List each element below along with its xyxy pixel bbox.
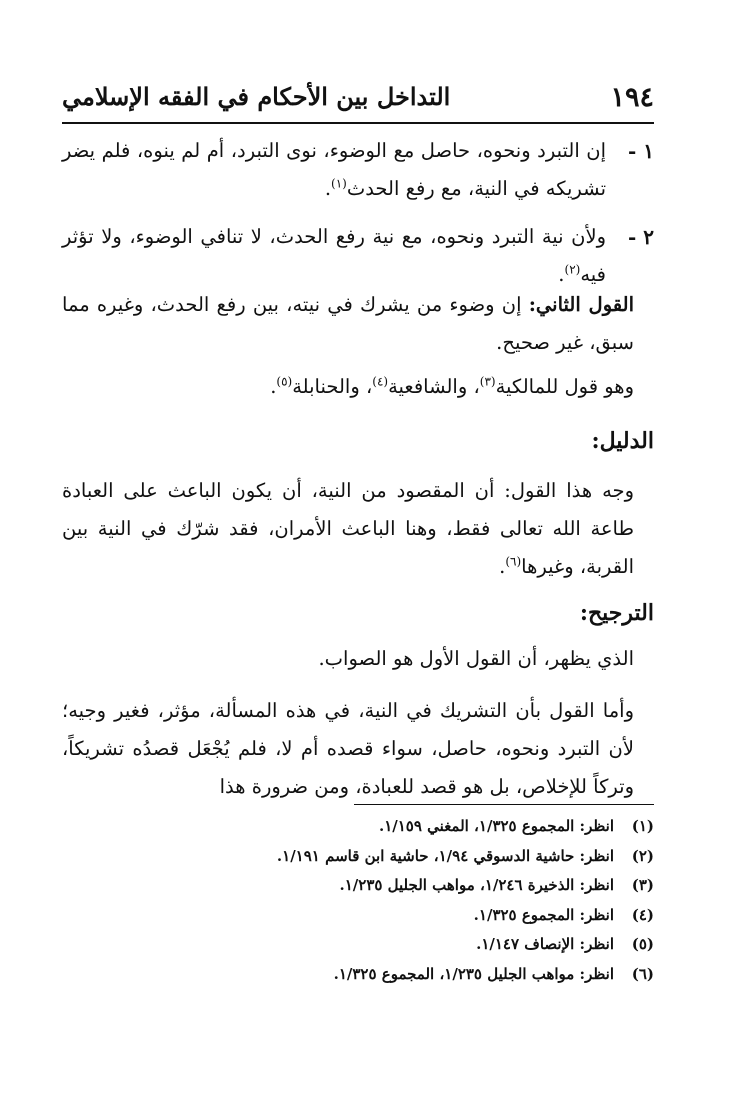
- footnote-text: انظر: المجموع ١/٣٢٥.: [473, 905, 614, 924]
- preference-paragraph: وأما القول بأن التشريك في النية، في هذه المسألة، مؤثر، فغير وجيه؛ لأن التبرد ونحوه، حاصل، سواء قصده أم لا، فلم يُجْعَل قصدُه تشريكاً، وتركاً للإخلاص، بل هو قصد للعبادة، ومن ضرورة هذا: [62, 699, 634, 798]
- evidence-text: وجه هذا القول: أن المقصود من النية، أن يكون الباعث على العبادة طاعة الله تعالى فقط، وهنا الباعث الأمران، فقد شرّك في النية بين القربة، وغيرها: [62, 479, 634, 578]
- evidence-tail: .: [499, 555, 506, 578]
- header-rule: [62, 122, 654, 124]
- second-opinion-label: القول الثاني:: [528, 293, 634, 316]
- attribution-paragraph: [62, 368, 654, 406]
- attribution-text: وهو قول للمالكية: [495, 375, 634, 398]
- attribution-text: ، والشافعية: [388, 375, 480, 398]
- footnote-text: انظر: الذخيرة ١/٢٤٦، مواهب الجليل ١/٢٣٥.: [339, 876, 614, 894]
- footnote: [62, 930, 654, 960]
- evidence-paragraph: [62, 472, 654, 586]
- list-item-tail: .: [324, 177, 332, 200]
- footnote: [62, 901, 654, 931]
- footnote: [62, 960, 654, 990]
- page-number: ١٩٤: [610, 82, 654, 113]
- list-item-number: ٢ -: [627, 225, 654, 249]
- second-opinion-paragraph: [62, 286, 654, 362]
- footnote-number: (٣): [631, 876, 654, 894]
- list-item-text: ولأن نية التبرد ونحوه، مع نية رفع الحدث، لا تنافي الوضوء، ولا تؤثر فيه: [62, 225, 606, 286]
- preference-heading: الترجيح:: [579, 600, 654, 626]
- footnote-text: انظر: حاشية الدسوقي ١/٩٤، حاشية ابن قاسم ١/١٩١.: [276, 846, 614, 865]
- footnote: [62, 842, 654, 872]
- footnote-text: انظر: الإنصاف ١/١٤٧.: [476, 935, 614, 953]
- list-item: [62, 132, 654, 208]
- footnote-number: (٢): [631, 846, 654, 865]
- footnote-text: انظر: المجموع ١/٣٢٥، المغني ١/١٥٩.: [378, 817, 614, 835]
- footnote-ref: (٢): [564, 262, 581, 277]
- footnote: [62, 812, 654, 842]
- footnote-text: انظر: مواهب الجليل ١/٢٣٥، المجموع ١/٣٢٥.: [333, 964, 614, 983]
- second-opinion: [62, 286, 654, 406]
- attribution-text: .: [270, 375, 277, 398]
- list-item-number: ١ -: [627, 139, 654, 163]
- footnote-number: (٦): [631, 964, 654, 983]
- footnote-number: (٤): [631, 905, 654, 924]
- preference-paragraph: الذي يظهر، أن القول الأول هو الصواب.: [318, 647, 634, 670]
- footnote-ref: (١): [331, 176, 347, 191]
- running-title: التداخل بين الأحكام في الفقه الإسلامي: [62, 82, 451, 111]
- evidence-heading: الدليل:: [591, 428, 654, 454]
- footnote-ref: (٣): [479, 374, 496, 389]
- footnote-number: (٥): [631, 935, 654, 953]
- footnote-ref: (٤): [372, 374, 389, 389]
- list-item-text: إن التبرد ونحوه، حاصل مع الوضوء، نوى التبرد، أم لم ينوه، فلم يضر تشريكه في النية، مع رفع الحدث: [62, 139, 606, 200]
- footnote-ref: (٥): [276, 374, 293, 389]
- list-item-tail: .: [558, 263, 565, 286]
- attribution-text: ، والحنابلة: [292, 375, 373, 398]
- footnote-ref: (٦): [505, 554, 522, 569]
- footnote-number: (١): [631, 817, 654, 835]
- second-opinion-text: إن وضوء من يشرك في نيته، بين رفع الحدث، وغيره مما سبق، غير صحيح.: [62, 293, 634, 354]
- list-item: [62, 218, 654, 294]
- footnote: [62, 871, 654, 901]
- preference-section: [62, 640, 654, 806]
- footnotes: [62, 812, 654, 989]
- page-header: [62, 82, 654, 122]
- footnote-rule: [354, 804, 654, 805]
- numbered-list: [62, 132, 654, 294]
- evidence-section: [62, 472, 654, 586]
